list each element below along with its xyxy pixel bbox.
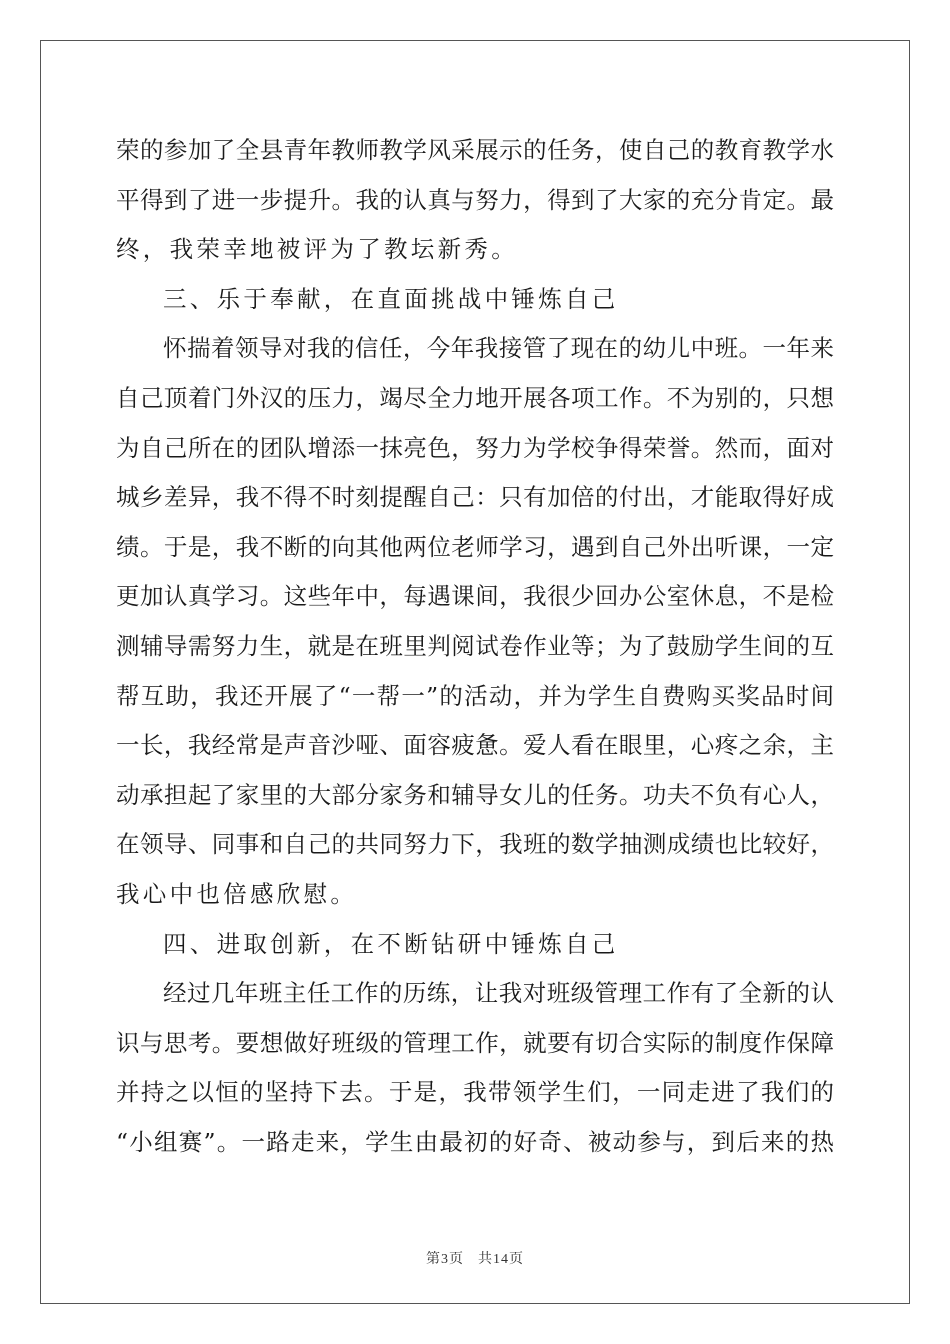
page-number: 第3页	[426, 1252, 464, 1267]
document-body	[116, 126, 834, 1167]
text-line: 四、进取创新，在不断钻研中锤炼自己	[163, 929, 619, 958]
text-line: 城乡差异，我不得不时刻提醒自己：只有加倍的付出，才能取得好成	[116, 483, 834, 512]
page-total: 共14页	[478, 1252, 524, 1267]
text-line: 动承担起了家里的大部分家务和辅导女儿的任务。功夫不负有心人，	[116, 780, 834, 809]
text-line: 自己顶着门外汉的压力，竭尽全力地开展各项工作。不为别的，只想	[116, 383, 834, 412]
text-line: 荣的参加了全县青年教师教学风采展示的任务，使自己的教育教学水	[116, 136, 834, 164]
text-line: “小组赛”。一路走来，学生由最初的好奇、被动参与，到后来的热	[116, 1127, 834, 1156]
page-footer	[0, 1248, 950, 1268]
text-line: 帮互助，我还开展了“一帮一”的活动，并为学生自费购买奖品时间	[116, 681, 834, 710]
text-line: 怀揣着领导对我的信任，今年我接管了现在的幼儿中班。一年来	[163, 334, 834, 363]
text-line: 为自己所在的团队增添一抹亮色，努力为学校争得荣誉。然而，面对	[116, 433, 834, 462]
text-line: 平得到了进一步提升。我的认真与努力，得到了大家的充分肯定。最	[116, 185, 834, 214]
text-line: 三、乐于奉献，在直面挑战中锤炼自己	[163, 284, 619, 313]
text-line: 一长，我经常是声音沙哑、面容疲惫。爱人看在眼里，心疼之余，主	[116, 731, 834, 760]
text-line: 更加认真学习。这些年中，每遇课间，我很少回办公室休息，不是检	[116, 582, 834, 611]
text-line: 在领导、同事和自己的共同努力下，我班的数学抽测成绩也比较好，	[116, 830, 834, 859]
text-line: 经过几年班主任工作的历练，让我对班级管理工作有了全新的认	[163, 979, 834, 1008]
text-line: 终，我荣幸地被评为了教坛新秀。	[116, 235, 518, 264]
text-line: 测辅导需努力生，就是在班里判阅试卷作业等；为了鼓励学生间的互	[116, 631, 834, 660]
text-line: 我心中也倍感欣慰。	[116, 879, 358, 908]
text-line: 识与思考。要想做好班级的管理工作，就要有切合实际的制度作保障	[116, 1028, 834, 1057]
text-line: 并持之以恒的坚持下去。于是，我带领学生们，一同走进了我们的	[116, 1078, 834, 1107]
text-line: 绩。于是，我不断的向其他两位老师学习，遇到自己外出听课，一定	[116, 532, 834, 561]
